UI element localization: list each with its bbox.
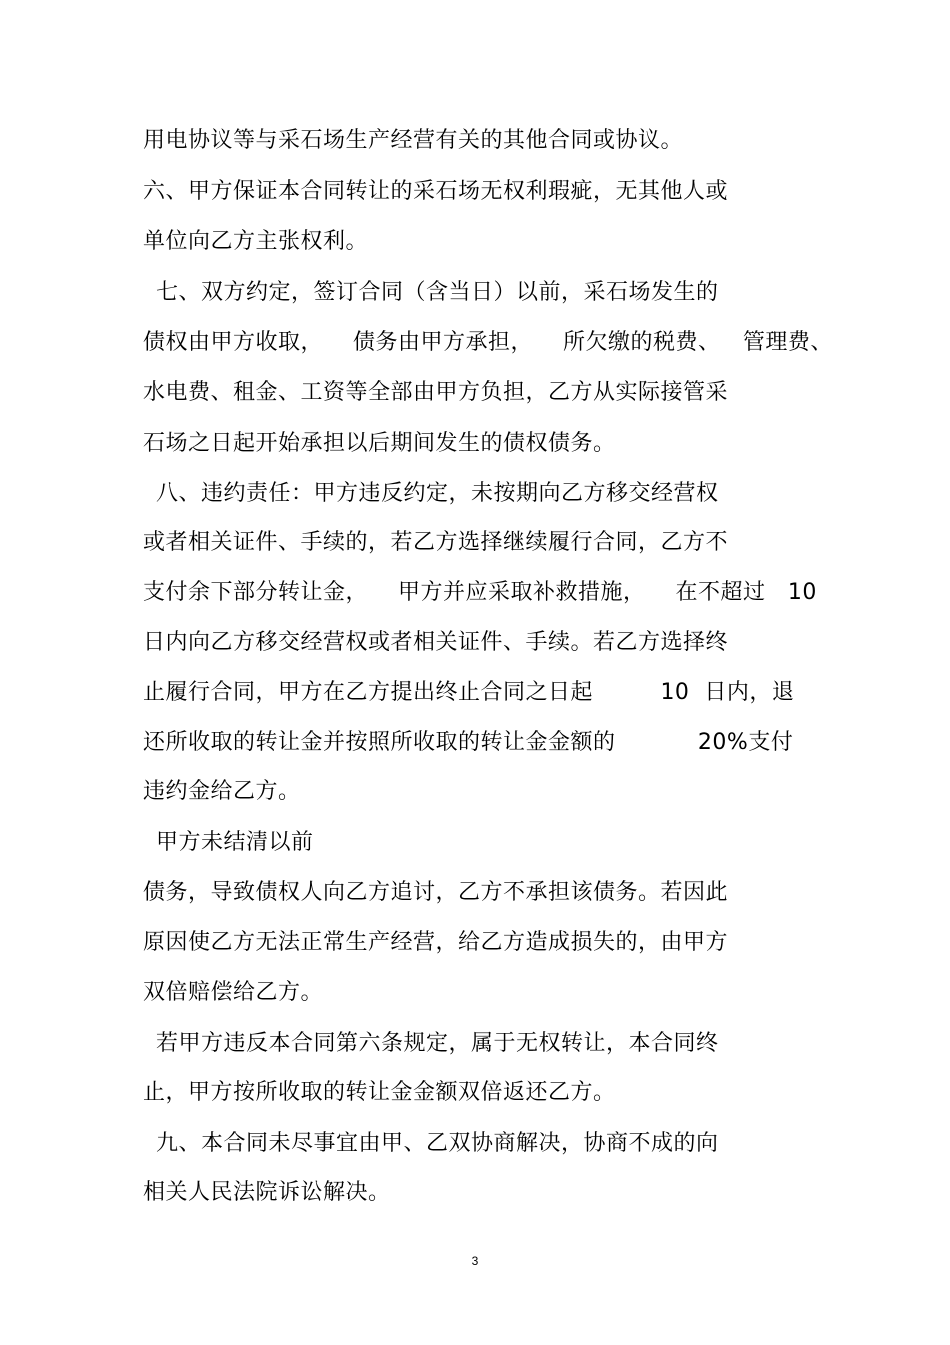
text-line: 单位向乙方主张权利。 (143, 229, 369, 254)
text-line: 八、违约责任：甲方违反约定，未按期向乙方移交经营权 (156, 481, 719, 506)
text-line: 违约金给乙方。 (143, 779, 301, 804)
text-line: 债务，导致债权人向乙方追讨，乙方不承担该债务。若因此 (143, 880, 729, 905)
text-line: 相关人民法院诉讼解决。 (143, 1180, 391, 1205)
text-line: 石场之日起开始承担以后期间发生的债权债务。 (143, 431, 616, 456)
text-line: 日内向乙方移交经营权或者相关证件、手续。若乙方选择终 (143, 630, 729, 655)
text-line: 债权由甲方收取， 债务由甲方承担， 所欠缴的税费、 管理费、 (143, 330, 833, 355)
text-line: 九、本合同未尽事宜由甲、乙双协商解决，协商不成的向 (156, 1131, 719, 1156)
text-line: 还所收取的转让金并按照所收取的转让金金额的 20%支付 (143, 730, 794, 755)
text-line: 止履行合同，甲方在乙方提出终止合同之日起 10 日内，退 (143, 680, 795, 705)
text-line: 若甲方违反本合同第六条规定，属于无权转让，本合同终 (156, 1031, 719, 1056)
text-line: 原因使乙方无法正常生产经营，给乙方造成损失的，由甲方 (143, 930, 729, 955)
text-line: 用电协议等与采石场生产经营有关的其他合同或协议。 (143, 128, 684, 153)
text-line: 止，甲方按所收取的转让金金额双倍返还乙方。 (143, 1080, 616, 1105)
text-line: 或者相关证件、手续的，若乙方选择继续履行合同，乙方不 (143, 530, 729, 555)
text-line: 支付余下部分转让金， 甲方并应采取补救措施， 在不超过 10 (143, 580, 817, 605)
page-number: 3 (471, 1254, 479, 1268)
text-line: 甲方未结清以前 (156, 830, 314, 855)
text-line: 水电费、租金、工资等全部由甲方负担，乙方从实际接管采 (143, 380, 729, 405)
text-line: 六、甲方保证本合同转让的采石场无权利瑕疵，无其他人或 (143, 179, 729, 204)
text-line: 七、双方约定，签订合同（含当日）以前，采石场发生的 (156, 280, 719, 305)
text-line: 双倍赔偿给乙方。 (143, 980, 324, 1005)
